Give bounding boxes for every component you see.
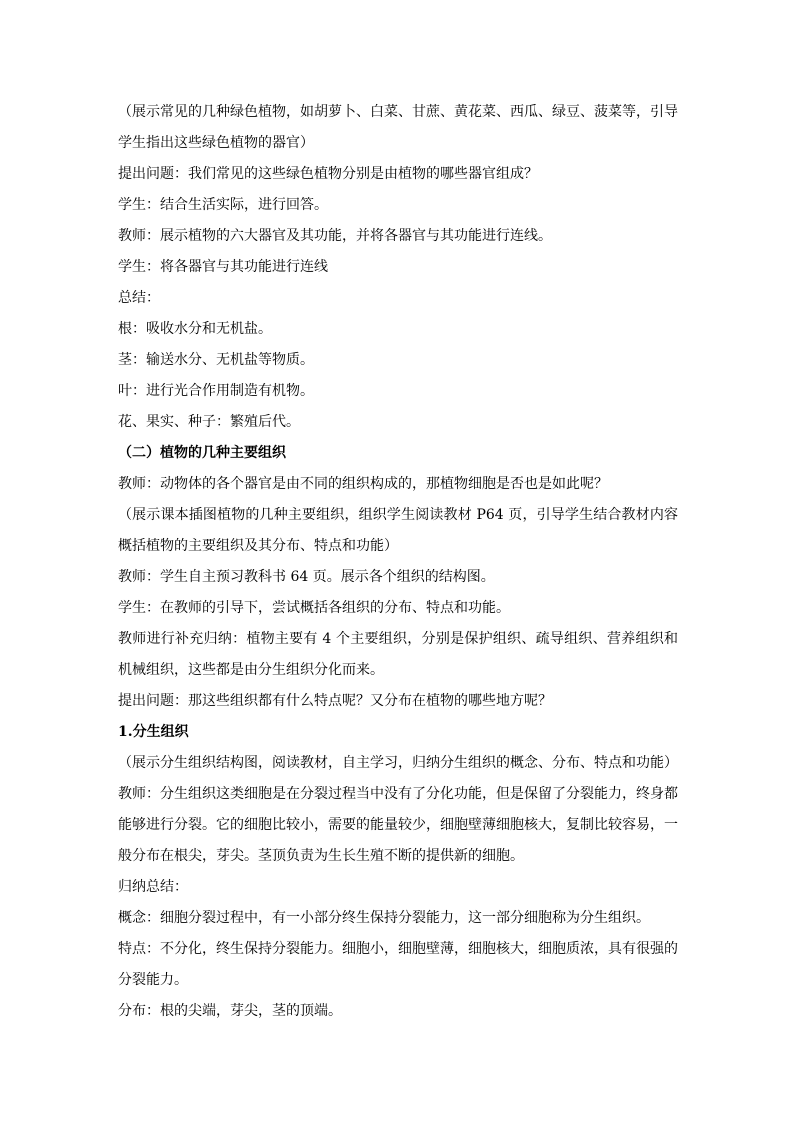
paragraph-teacher-meristem: 教师：分生组织这类细胞是在分裂过程当中没有了分化功能，但是保留了分裂能力，终身都能够进行分裂。它的细胞比较小，需要的能量较少，细胞壁薄细胞核大，复制比较容易，一般分布在根尖，芽尖。茎顶负责为生长生殖不断的提供新的细胞。 [118, 786, 678, 864]
paragraph-conclusion-label: 归纳总结： [118, 879, 188, 895]
paragraph-student-connect: 学生：将各器官与其功能进行连线 [118, 259, 328, 275]
paragraph-teacher-question-tissues: 教师：动物体的各个器官是由不同的组织构成的，那植物细胞是否也是如此呢？ [118, 476, 608, 492]
section-heading-tissues: （二）植物的几种主要组织 [118, 445, 286, 461]
paragraph-question-organs: 提出问题：我们常见的这些绿色植物分别是由植物的哪些器官组成？ [118, 166, 538, 182]
paragraph-flower-fruit-seed: 花、果实、种子：繁殖后代。 [118, 414, 300, 430]
document-page [118, 97, 678, 1027]
paragraph-student-summarize: 学生：在教师的引导下，尝试概括各组织的分布、特点和功能。 [118, 600, 510, 616]
paragraph-leaf: 叶：进行光合作用制造有机物。 [118, 383, 314, 399]
paragraph-root: 根：吸收水分和无机盐。 [118, 321, 272, 337]
paragraph-features: 特点：不分化，终生保持分裂能力。细胞小，细胞壁薄，细胞核大，细胞质浓，具有很强的分裂能力。 [118, 941, 678, 988]
paragraph-concept: 概念：细胞分裂过程中，有一小部分终生保持分裂能力，这一部分细胞称为分生组织。 [118, 910, 650, 926]
paragraph-stem: 茎：输送水分、无机盐等物质。 [118, 352, 314, 368]
paragraph-display-textbook: （展示课本插图植物的几种主要组织，组织学生阅读教材 P64 页，引导学生结合教材内容概括植物的主要组织及其分布、特点和功能） [118, 507, 678, 554]
paragraph-summary-label: 总结： [118, 290, 160, 306]
paragraph-distribution: 分布：根的尖端，芽尖，茎的顶端。 [118, 1003, 342, 1019]
paragraph-teacher-preview: 教师：学生自主预习教科书 64 页。展示各个组织的结构图。 [118, 569, 495, 585]
paragraph-display-meristem: （展示分生组织结构图，阅读教材，自主学习，归纳分生组织的概念、分布、特点和功能） [118, 755, 678, 771]
paragraph-intro-display: （展示常见的几种绿色植物，如胡萝卜、白菜、甘蔗、黄花菜、西瓜、绿豆、菠菜等，引导学生指出这些绿色植物的器官） [118, 104, 678, 151]
paragraph-student-answer: 学生：结合生活实际，进行回答。 [118, 197, 328, 213]
paragraph-teacher-organs: 教师：展示植物的六大器官及其功能，并将各器官与其功能进行连线。 [118, 228, 552, 244]
paragraph-question-features: 提出问题：那这些组织都有什么特点呢？又分布在植物的哪些地方呢？ [118, 693, 552, 709]
section-heading-meristem: 1.分生组织 [118, 724, 189, 740]
paragraph-teacher-supplement: 教师进行补充归纳：植物主要有 4 个主要组织，分别是保护组织、疏导组织、营养组织和机械组织，这些都是由分生组织分化而来。 [118, 631, 678, 678]
